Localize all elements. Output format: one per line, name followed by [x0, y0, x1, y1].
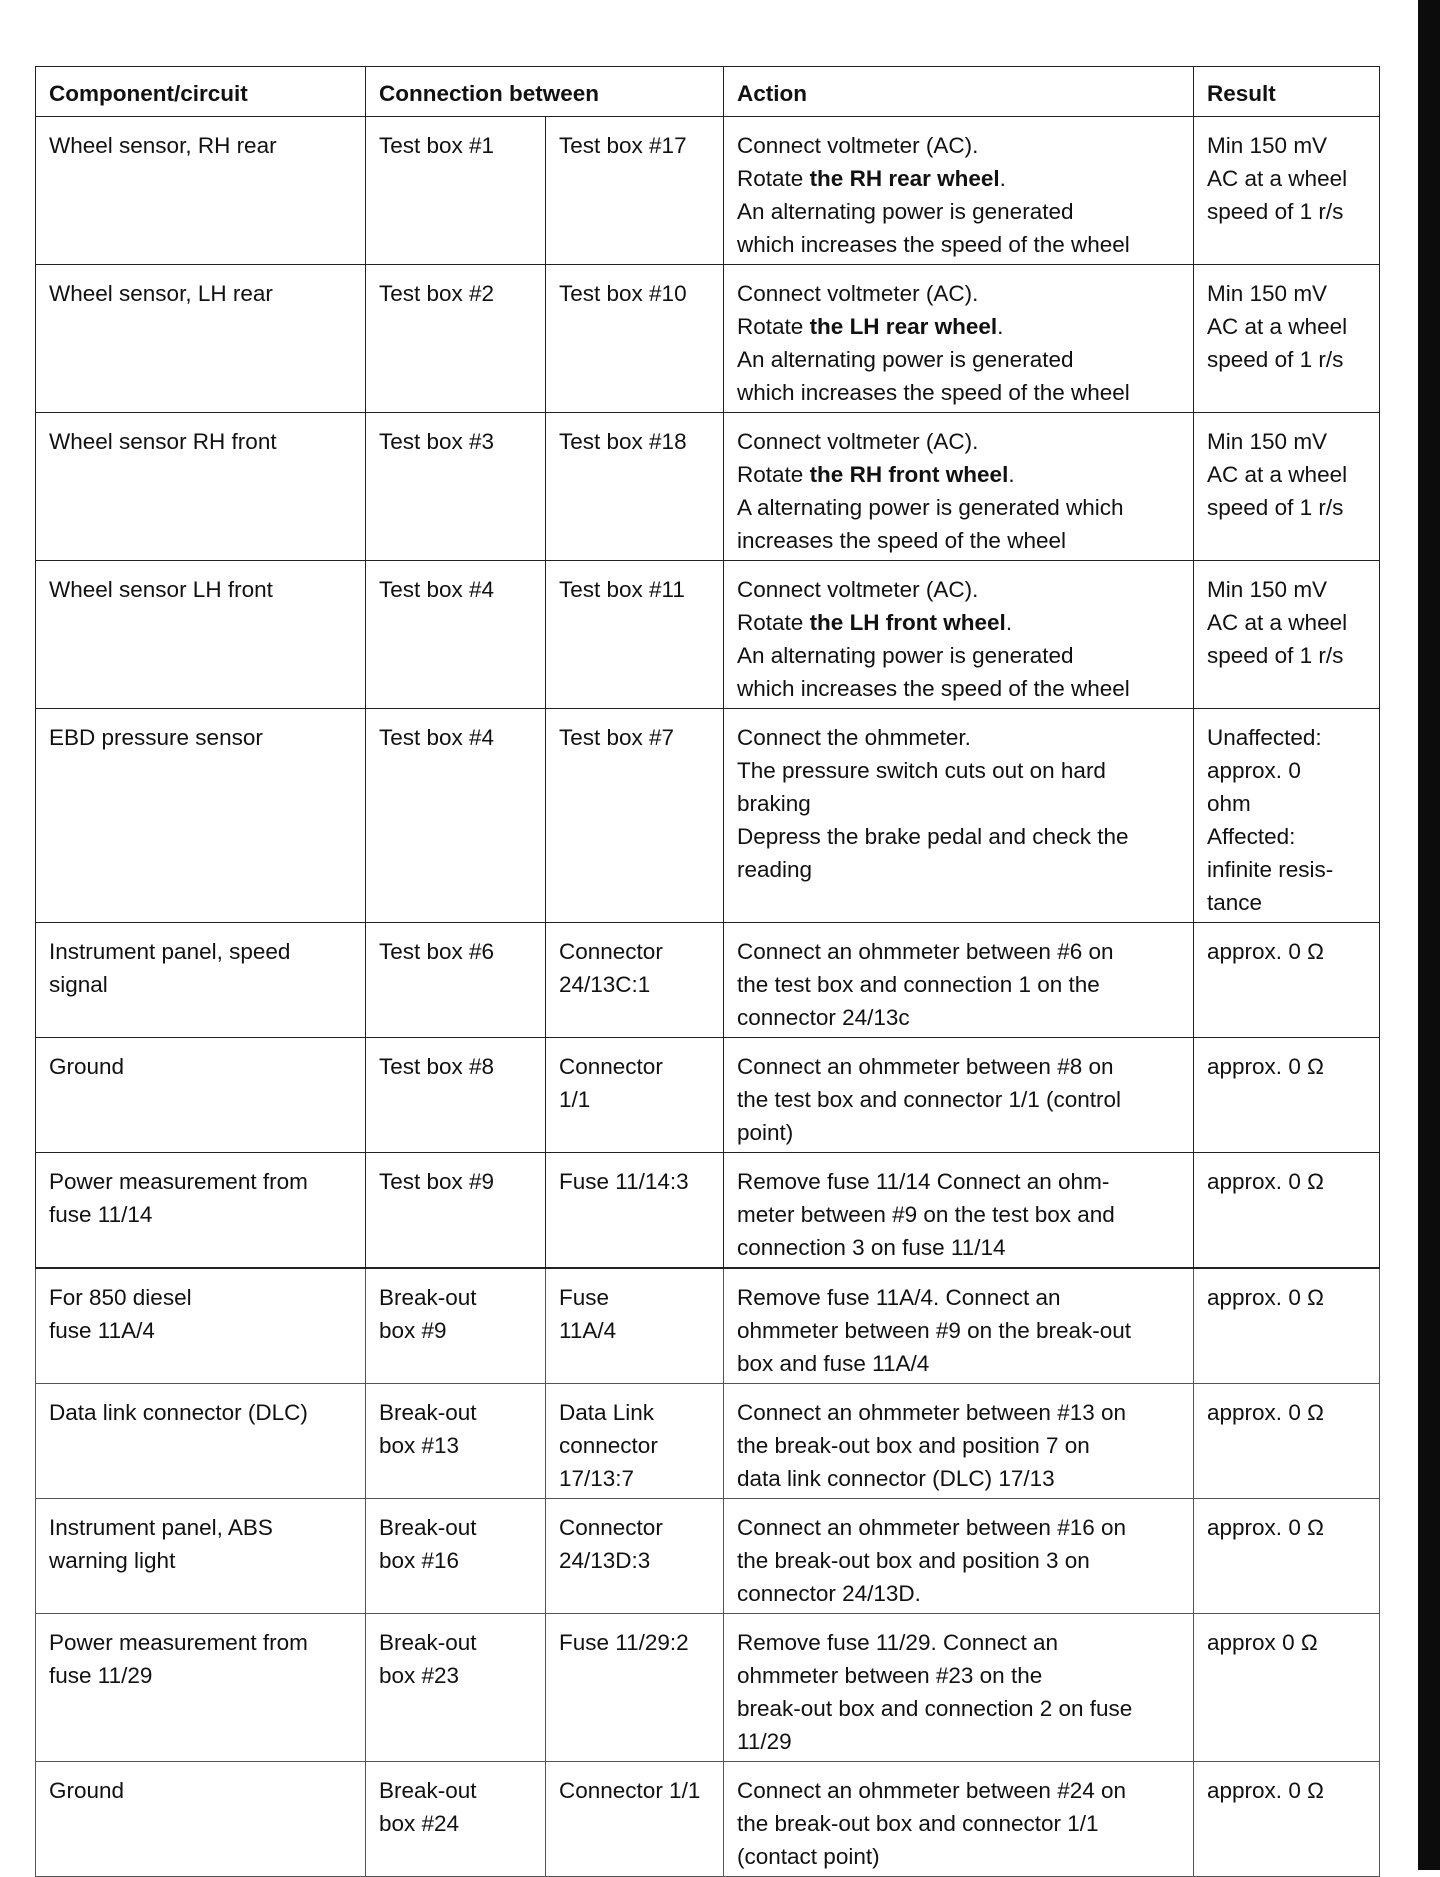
- action-line: meter between #9 on the test box and: [737, 1202, 1115, 1227]
- action-line: point): [737, 1120, 794, 1145]
- cell-conn-b: [546, 265, 724, 413]
- action-line: An alternating power is generated: [737, 347, 1074, 372]
- component-line: For 850 diesel: [49, 1285, 192, 1310]
- action-line: Connect voltmeter (AC).: [737, 577, 979, 602]
- action-line: Connect voltmeter (AC).: [737, 429, 979, 454]
- result-line: approx. 0 Ω: [1207, 1285, 1324, 1310]
- cell-action: [724, 923, 1194, 1038]
- cell-result: [1194, 413, 1380, 561]
- conn_b-line: 1/1: [559, 1087, 591, 1112]
- result-line: AC at a wheel: [1207, 166, 1348, 191]
- conn_b-line: 24/13D:3: [559, 1548, 651, 1573]
- result-line: Min 150 mV: [1207, 577, 1328, 602]
- conn_a-line: Test box #3: [379, 429, 495, 454]
- cell-component: [36, 1499, 366, 1614]
- action-text: .: [1005, 610, 1013, 635]
- action-text: Rotate: [737, 462, 810, 487]
- cell-result: [1194, 265, 1380, 413]
- action-line: 11/29: [737, 1729, 792, 1754]
- conn_b-line: connector: [559, 1433, 658, 1458]
- cell-action: [724, 1499, 1194, 1614]
- action-line: Remove fuse 11/29. Connect an: [737, 1630, 1059, 1655]
- cell-conn-b: [546, 923, 724, 1038]
- result-line: approx. 0 Ω: [1207, 1778, 1324, 1803]
- conn_a-line: Test box #6: [379, 939, 495, 964]
- action-line: connector 24/13c: [737, 1005, 910, 1030]
- component-line: Data link connector (DLC): [49, 1400, 308, 1425]
- result-line: Min 150 mV: [1207, 133, 1328, 158]
- action-line: connection 3 on fuse 11/14: [737, 1235, 1006, 1260]
- component-line: fuse 11A/4: [49, 1318, 155, 1343]
- cell-conn-b: [546, 1384, 724, 1499]
- action-line: (contact point): [737, 1844, 880, 1869]
- table-row: [36, 709, 1380, 923]
- action-bold-text: the RH front wheel: [809, 462, 1009, 487]
- action-line: box and fuse 11A/4: [737, 1351, 930, 1376]
- result-line: Unaffected:: [1207, 725, 1322, 750]
- action-line: data link connector (DLC) 17/13: [737, 1466, 1055, 1491]
- component-line: Ground: [49, 1054, 125, 1079]
- cell-conn-b: [546, 1268, 724, 1384]
- action-text: Rotate: [737, 610, 810, 635]
- table-row: [36, 265, 1380, 413]
- table-row: [36, 1038, 1380, 1153]
- action-line: Remove fuse 11/14 Connect an ohm-: [737, 1169, 1110, 1194]
- conn_b-line: Test box #10: [559, 281, 687, 306]
- cell-conn-a: [366, 1268, 546, 1384]
- action-line: Connect an ohmmeter between #16 on: [737, 1515, 1127, 1540]
- conn_a-line: Break-out: [379, 1515, 477, 1540]
- cell-component: [36, 561, 366, 709]
- cell-conn-a: [366, 923, 546, 1038]
- action-line: An alternating power is generated: [737, 643, 1074, 668]
- cell-component: [36, 1268, 366, 1384]
- action-line: Connect voltmeter (AC).: [737, 281, 979, 306]
- action-line: A alternating power is generated which: [737, 495, 1124, 520]
- action-line: which increases the speed of the wheel: [737, 380, 1130, 405]
- cell-result: [1194, 1384, 1380, 1499]
- cell-action: [724, 1384, 1194, 1499]
- cell-conn-a: [366, 1499, 546, 1614]
- test-procedure-sheet: [35, 66, 1379, 1877]
- table-row: [36, 413, 1380, 561]
- action-line: The pressure switch cuts out on hard: [737, 758, 1106, 783]
- action-text: .: [999, 166, 1006, 191]
- action-bold-text: the LH rear wheel: [809, 314, 998, 339]
- cell-conn-b: [546, 1762, 724, 1877]
- component-line: Ground: [49, 1778, 125, 1803]
- action-bold-text: the LH front wheel: [809, 610, 1006, 635]
- conn_a-line: Test box #8: [379, 1054, 495, 1079]
- result-line: speed of 1 r/s: [1207, 643, 1344, 668]
- cell-action: [724, 709, 1194, 923]
- cell-conn-a: [366, 1038, 546, 1153]
- action-line: Remove fuse 11A/4. Connect an: [737, 1285, 1061, 1310]
- cell-conn-a: [366, 1153, 546, 1269]
- cell-conn-b: [546, 709, 724, 923]
- cell-conn-b: [546, 1038, 724, 1153]
- conn_a-line: Break-out: [379, 1285, 477, 1310]
- action-line: break-out box and connection 2 on fuse: [737, 1696, 1133, 1721]
- component-line: Wheel sensor RH front: [49, 429, 277, 454]
- action-line: the test box and connector 1/1 (control: [737, 1087, 1121, 1112]
- action-line: the test box and connection 1 on the: [737, 972, 1100, 997]
- header-action: Action: [724, 67, 1194, 117]
- conn_a-line: Break-out: [379, 1778, 477, 1803]
- cell-result: [1194, 1762, 1380, 1877]
- cell-component: [36, 413, 366, 561]
- table-row: [36, 1268, 1380, 1384]
- action-line: reading: [737, 857, 813, 882]
- component-line: Instrument panel, ABS: [49, 1515, 273, 1540]
- conn_b-line: Connector: [559, 1515, 663, 1540]
- component-line: fuse 11/29: [49, 1663, 153, 1688]
- conn_a-line: Test box #9: [379, 1169, 495, 1194]
- cell-action: [724, 1762, 1194, 1877]
- cell-conn-b: [546, 1153, 724, 1269]
- cell-result: [1194, 1499, 1380, 1614]
- action-line: connector 24/13D.: [737, 1581, 921, 1606]
- cell-component: [36, 117, 366, 265]
- conn_b-line: Test box #18: [559, 429, 687, 454]
- conn_b-line: 11A/4: [559, 1318, 617, 1343]
- result-line: Min 150 mV: [1207, 281, 1328, 306]
- action-line: the break-out box and connector 1/1: [737, 1811, 1099, 1836]
- result-line: approx. 0 Ω: [1207, 1400, 1324, 1425]
- action-line: Connect an ohmmeter between #6 on: [737, 939, 1114, 964]
- result-line: AC at a wheel: [1207, 462, 1348, 487]
- cell-result: [1194, 709, 1380, 923]
- table-row: [36, 923, 1380, 1038]
- action-line: braking: [737, 791, 811, 816]
- cell-conn-a: [366, 709, 546, 923]
- action-text: .: [997, 314, 1004, 339]
- result-line: tance: [1207, 890, 1263, 915]
- action-text: .: [1008, 462, 1015, 487]
- result-line: approx. 0 Ω: [1207, 1054, 1324, 1079]
- cell-action: [724, 1614, 1194, 1762]
- table-row: [36, 1153, 1380, 1269]
- header-component: Component/circuit: [36, 67, 366, 117]
- cell-conn-a: [366, 1762, 546, 1877]
- conn_a-line: Test box #4: [379, 725, 495, 750]
- result-line: Min 150 mV: [1207, 429, 1328, 454]
- action-bold-text: the RH rear wheel: [809, 166, 1000, 191]
- conn_b-line: Test box #17: [559, 133, 687, 158]
- conn_b-line: 17/13:7: [559, 1466, 635, 1491]
- cell-component: [36, 923, 366, 1038]
- cell-conn-b: [546, 117, 724, 265]
- cell-action: [724, 1268, 1194, 1384]
- action-line: An alternating power is generated: [737, 199, 1074, 224]
- action-line: Connect an ohmmeter between #13 on: [737, 1400, 1127, 1425]
- cell-component: [36, 1384, 366, 1499]
- conn_b-line: Fuse 11/29:2: [559, 1630, 689, 1655]
- action-line: the break-out box and position 3 on: [737, 1548, 1090, 1573]
- action-line: which increases the speed of the wheel: [737, 676, 1130, 701]
- conn_a-line: Break-out: [379, 1400, 477, 1425]
- table-row: [36, 561, 1380, 709]
- component-line: Power measurement from: [49, 1630, 308, 1655]
- abs-test-table: [35, 66, 1380, 1877]
- cell-conn-a: [366, 265, 546, 413]
- conn_a-line: Test box #4: [379, 577, 495, 602]
- cell-component: [36, 1614, 366, 1762]
- conn_a-line: box #23: [379, 1663, 460, 1688]
- table-header-row: [36, 67, 1380, 117]
- component-line: EBD pressure sensor: [49, 725, 263, 750]
- component-line: Instrument panel, speed: [49, 939, 291, 964]
- conn_b-line: Test box #7: [559, 725, 675, 750]
- result-line: approx. 0 Ω: [1207, 939, 1324, 964]
- conn_a-line: box #9: [379, 1318, 447, 1343]
- result-line: infinite resis-: [1207, 857, 1334, 882]
- result-line: approx 0 Ω: [1207, 1630, 1318, 1655]
- cell-component: [36, 1153, 366, 1269]
- conn_b-line: Fuse: [559, 1285, 610, 1310]
- action-line: Connect voltmeter (AC).: [737, 133, 979, 158]
- cell-result: [1194, 561, 1380, 709]
- cell-action: [724, 561, 1194, 709]
- table-row: [36, 117, 1380, 265]
- result-line: speed of 1 r/s: [1207, 347, 1344, 372]
- conn_b-line: 24/13C:1: [559, 972, 651, 997]
- action-line: Connect an ohmmeter between #24 on: [737, 1778, 1127, 1803]
- cell-action: [724, 117, 1194, 265]
- action-line: ohmmeter between #23 on the: [737, 1663, 1043, 1688]
- cell-result: [1194, 1614, 1380, 1762]
- conn_b-line: Test box #11: [559, 577, 685, 602]
- cell-conn-a: [366, 561, 546, 709]
- table-row: [36, 1384, 1380, 1499]
- cell-conn-b: [546, 1614, 724, 1762]
- component-line: Wheel sensor, LH rear: [49, 281, 273, 306]
- result-line: approx. 0 Ω: [1207, 1169, 1324, 1194]
- action-line: Depress the brake pedal and check the: [737, 824, 1129, 849]
- result-line: ohm: [1207, 791, 1251, 816]
- component-line: Wheel sensor, RH rear: [49, 133, 277, 158]
- cell-conn-a: [366, 413, 546, 561]
- conn_a-line: box #16: [379, 1548, 460, 1573]
- cell-action: [724, 413, 1194, 561]
- conn_b-line: Data Link: [559, 1400, 655, 1425]
- header-result: Result: [1194, 67, 1380, 117]
- result-line: speed of 1 r/s: [1207, 199, 1344, 224]
- cell-component: [36, 709, 366, 923]
- result-line: AC at a wheel: [1207, 610, 1348, 635]
- action-line: the break-out box and position 7 on: [737, 1433, 1090, 1458]
- conn_a-line: Test box #2: [379, 281, 495, 306]
- cell-component: [36, 265, 366, 413]
- action-text: Rotate: [737, 166, 810, 191]
- component-line: Power measurement from: [49, 1169, 308, 1194]
- table-row: [36, 1614, 1380, 1762]
- action-line: [737, 310, 1181, 343]
- cell-result: [1194, 923, 1380, 1038]
- cell-result: [1194, 117, 1380, 265]
- action-line: which increases the speed of the wheel: [737, 232, 1130, 257]
- cell-action: [724, 1153, 1194, 1269]
- cell-action: [724, 1038, 1194, 1153]
- table-body: [36, 117, 1380, 1877]
- action-line: [737, 162, 1181, 195]
- scan-edge-bar: [1418, 0, 1440, 1870]
- action-line: ohmmeter between #9 on the break-out: [737, 1318, 1132, 1343]
- conn_b-line: Connector: [559, 1054, 663, 1079]
- action-line: [737, 606, 1181, 639]
- cell-component: [36, 1762, 366, 1877]
- conn_b-line: Fuse 11/14:3: [559, 1169, 689, 1194]
- action-line: [737, 458, 1181, 491]
- cell-action: [724, 265, 1194, 413]
- table-row: [36, 1762, 1380, 1877]
- action-line: Connect the ohmmeter.: [737, 725, 971, 750]
- result-line: AC at a wheel: [1207, 314, 1348, 339]
- cell-conn-b: [546, 1499, 724, 1614]
- conn_a-line: box #24: [379, 1811, 460, 1836]
- cell-conn-b: [546, 561, 724, 709]
- cell-conn-a: [366, 1614, 546, 1762]
- cell-conn-b: [546, 413, 724, 561]
- result-line: approx. 0 Ω: [1207, 1515, 1324, 1540]
- cell-result: [1194, 1153, 1380, 1269]
- result-line: Affected:: [1207, 824, 1296, 849]
- component-line: fuse 11/14: [49, 1202, 153, 1227]
- cell-result: [1194, 1268, 1380, 1384]
- cell-component: [36, 1038, 366, 1153]
- result-line: speed of 1 r/s: [1207, 495, 1344, 520]
- conn_b-line: Connector: [559, 939, 663, 964]
- result-line: approx. 0: [1207, 758, 1301, 783]
- component-line: signal: [49, 972, 108, 997]
- header-connection: Connection between: [366, 67, 724, 117]
- cell-conn-a: [366, 117, 546, 265]
- component-line: Wheel sensor LH front: [49, 577, 273, 602]
- action-line: Connect an ohmmeter between #8 on: [737, 1054, 1114, 1079]
- cell-result: [1194, 1038, 1380, 1153]
- cell-conn-a: [366, 1384, 546, 1499]
- component-line: warning light: [49, 1548, 176, 1573]
- action-line: increases the speed of the wheel: [737, 528, 1066, 553]
- conn_a-line: Break-out: [379, 1630, 477, 1655]
- table-row: [36, 1499, 1380, 1614]
- action-text: Rotate: [737, 314, 810, 339]
- conn_b-line: Connector 1/1: [559, 1778, 701, 1803]
- conn_a-line: Test box #1: [379, 133, 495, 158]
- conn_a-line: box #13: [379, 1433, 460, 1458]
